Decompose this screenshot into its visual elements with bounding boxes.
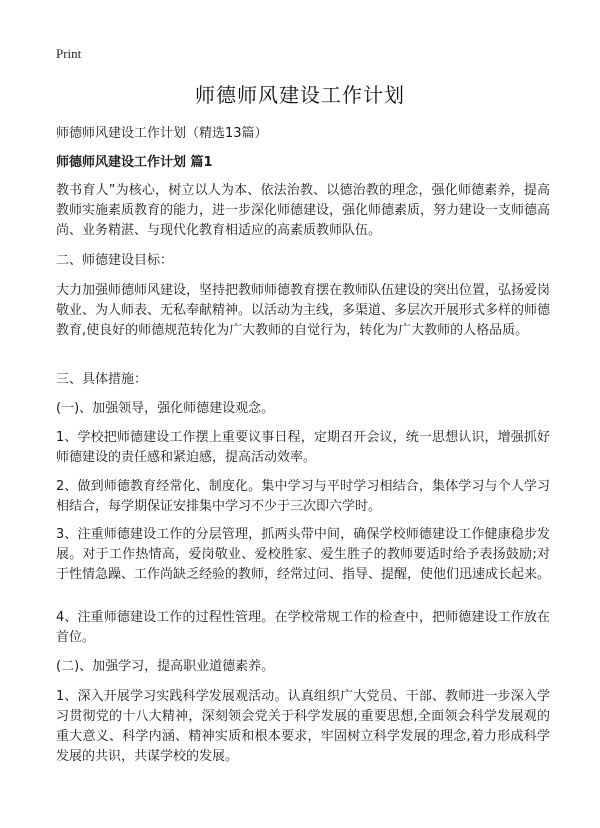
print-link[interactable]: Print: [56, 46, 82, 61]
paragraph-intro: 教书育人”为核心，树立以人为本、依法治教、以德治教的理念，强化师德素养，提高教师实施素质教育的能力，进一步深化师德建设，强化师德素质，努力建设一支师德高尚、业务精湛、与现代化教育相适应的高素质教师队伍。: [56, 183, 551, 238]
document-subtitle: 师德师风建设工作计划（精选13篇）: [56, 126, 268, 141]
paragraph-goals: 大力加强师德师风建设，坚持把教师师德教育摆在教师队伍建设的突出位置，弘扬爱岗敬业、为人师表、无私奉献精神。以活动为主线，多渠道、多层次开展形式多样的师德教育,使良好的师德规范转化为广大教师的自觉行为，转化为广大教师的人格品质。: [56, 283, 551, 338]
section-heading: 师德师风建设工作计划 篇1: [56, 155, 213, 170]
paragraph-item-1: 1、学校把师德建设工作摆上重要议事日程，定期召开会议，统一思想认识，增强抓好师德建设的责任感和紧迫感，提高活动效率。: [56, 430, 550, 465]
paragraph-item-2: 2、做到师德教育经常化、制度化。集中学习与平时学习相结合，集体学习与个人学习相结合，每学期保证安排集中学习不少于三次即六学时。: [56, 479, 550, 514]
paragraph-item-3: 3、注重师德建设工作的分层管理，抓两头带中间，确保学校师德建设工作健康稳步发展。对于工作热情高，爱岗敬业、爱校胜家、爱生胜子的教师要适时给予表扬鼓励;对于性情急躁、工作尚缺乏经验的教师，经常过问、指导、提醒，使他们迅速成长起来。: [56, 527, 551, 582]
heading-goals: 二、师德建设目标：: [56, 253, 174, 268]
paragraph-item-4: 4、注重师德建设工作的过程性管理。在学校常规工作的检查中，把师德建设工作放在首位。: [56, 610, 550, 645]
heading-measures: 三、具体措施：: [56, 372, 148, 387]
subheading-study: (二)、加强学习，提高职业道德素养。: [56, 659, 275, 674]
document-title: 师德师风建设工作计划: [195, 83, 405, 107]
paragraph-study-1: 1、深入开展学习实践科学发展观活动。认真组织广大党员、干部、教师进一步深入学习贯彻党的十八大精神，深刻领会党关于科学发展的重要思想,全面领会科学发展观的重大意义、科学内涵、精神实质和根本要求，牢固树立科学发展的理念,着力形成科学发展的共识，共谋学校的发展。: [56, 689, 550, 764]
subheading-leadership: (一)、加强领导，强化师德建设观念。: [56, 401, 275, 416]
